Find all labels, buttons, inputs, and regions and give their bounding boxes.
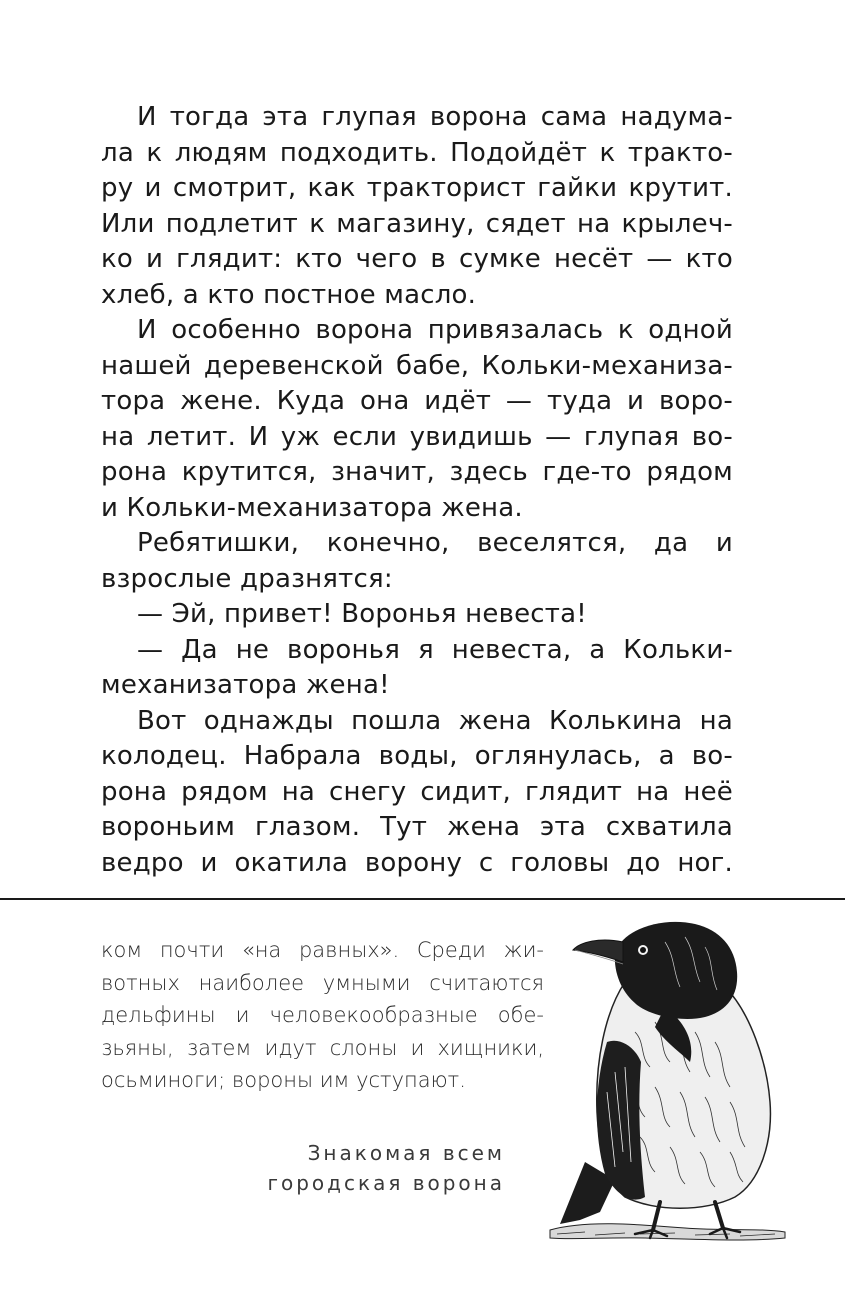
text-line: тора жене. Куда она идёт — туда и воро-	[101, 386, 733, 416]
text-line: рона крутится, значит, здесь где-то рядом	[101, 457, 733, 487]
text-line: хлеб, а кто постное масло.	[101, 279, 477, 310]
text-line: вороньим глазом. Тут жена эта схватила	[101, 812, 733, 842]
caption-line: Знакомая всем	[307, 1141, 505, 1165]
text-line: И тогда эта глупая ворона сама надума-	[137, 102, 733, 132]
text-line: механизатора жена!	[101, 670, 390, 700]
text-line: ведро и окатила ворону с головы до ног.	[101, 847, 733, 878]
sidebar-line: зьяны, затем идут слоны и хищники,	[101, 1035, 544, 1060]
sidebar-line: вотных наиболее умными считаются	[101, 970, 544, 995]
text-line: и Кольки-механизатора жена.	[101, 492, 523, 523]
text-line: — Эй, привет! Воронья невеста!	[137, 599, 587, 629]
main-text-block	[101, 100, 733, 881]
sidebar-line: осьминоги; вороны им уступают.	[101, 1068, 466, 1092]
text-line: Вот однажды пошла жена Колькина на	[137, 705, 733, 736]
illustration-caption	[267, 1138, 505, 1198]
text-line: — Да не воронья я невеста, а Кольки-	[137, 634, 733, 665]
text-line: Ребятишки, конечно, веселятся, да и	[137, 528, 733, 558]
caption-line: городская ворона	[267, 1171, 505, 1195]
hooded-crow-illustration	[545, 912, 790, 1272]
text-line: ко и глядит: кто чего в сумке несёт — кто	[101, 244, 733, 274]
text-line: И особенно ворона привязалась к одной	[137, 315, 733, 345]
text-line: на летит. И уж если увидишь — глупая во-	[101, 421, 733, 452]
text-line: ру и смотрит, как тракторист гайки крутит.	[101, 173, 733, 203]
section-divider	[0, 898, 845, 900]
sidebar-note	[101, 934, 544, 1097]
text-line: нашей деревенской бабе, Кольки-механиза-	[101, 350, 733, 381]
text-line: взрослые дразнятся:	[101, 563, 393, 594]
text-line: ла к людям подходить. Подойдёт к тракто-	[101, 137, 733, 168]
text-line: рона рядом на снегу сидит, глядит на неё	[101, 776, 733, 807]
sidebar-line: ком почти «на равных». Среди жи-	[101, 938, 544, 962]
text-line: колодец. Набрала воды, оглянулась, а во-	[101, 741, 733, 771]
sidebar-line: дельфины и человекообразные обе-	[101, 1003, 544, 1027]
text-line: Или подлетит к магазину, сядет на крылеч-	[101, 208, 733, 239]
